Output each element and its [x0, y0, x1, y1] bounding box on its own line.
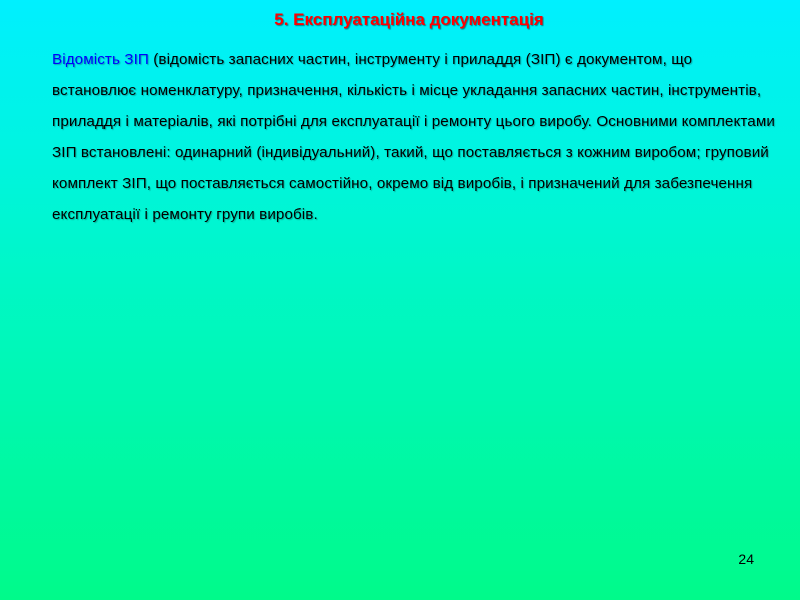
slide-title: 5. Експлуатаційна документація — [274, 10, 544, 29]
slide-body — [52, 44, 777, 230]
body-paragraph: (відомість запасних частин, інструменту і приладдя (ЗІП) є документом, що встановлює номенклатуру, призначення, кількість і місце укладання запасних частин, інструментів, приладдя і матеріалів, які потрібні для експлуатації і ремонту цього виробу. Основними комплектами ЗІП встановлені: одинарний (індивідуальний), такий, що поставляється з кожним виробом; груповий комплект ЗІП, що поставляється самостійно, окремо від виробів, і призначений для забезпечення експлуатації і ремонту групи виробів. — [52, 51, 775, 223]
highlighted-term: Відомість ЗІП — [52, 51, 149, 68]
page-number: 24 — [738, 551, 754, 567]
